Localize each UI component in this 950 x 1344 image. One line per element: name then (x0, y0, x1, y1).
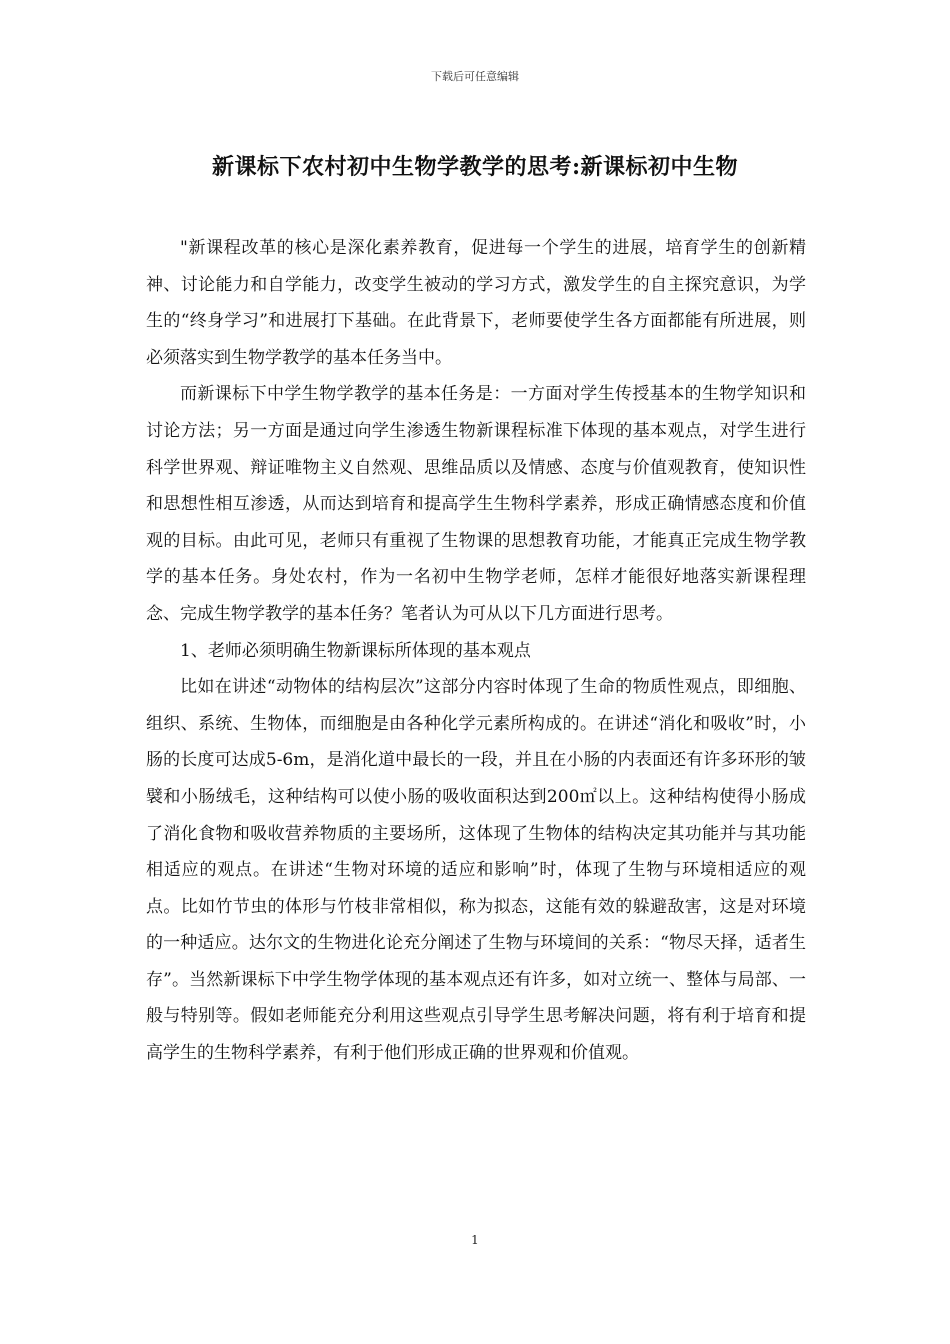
paragraph-basic-tasks: 而新课标下中学生物学教学的基本任务是：一方面对学生传授基本的生物学知识和讨论方法；另一方面是通过向学生渗透生物新课程标准下体现的基本观点，对学生进行科学世界观、辩证唯物主义自然观、思维品质以及情感、态度与价值观教育，使知识性和思想性相互渗透，从而达到培育和提高学生生物科学素养，形成正确情感态度和价值观的目标。由此可见，老师只有重视了生物课的思想教育功能，才能真正完成生物学教学的基本任务。身处农村，作为一名初中生物学老师，怎样才能很好地落实新课程理念、完成生物学教学的基本任务？笔者认为可从以下几方面进行思考。 (146, 384, 806, 624)
section-heading-1: 1、老师必须明确生物新课标所体现的基本观点 (180, 640, 531, 661)
page-number: 1 (471, 1233, 479, 1247)
document-title: 新课标下农村初中生物学教学的思考:新课标初中生物 (211, 154, 739, 180)
header-note: 下载后可任意编辑 (431, 70, 519, 83)
document-body (146, 230, 806, 1072)
paragraph-intro: "新课程改革的核心是深化素养教育，促进每一个学生的进展，培育学生的创新精神、讨论能力和自学能力，改变学生被动的学习方式，激发学生的自主探究意识，为学生的“终身学习”和进展打下基础。在此背景下，老师要使学生各方面都能有所进展，则必须落实到生物学教学的基本任务当中。 (146, 238, 806, 368)
paragraph-examples: 比如在讲述“动物体的结构层次”这部分内容时体现了生命的物质性观点，即细胞、组织、系统、生物体，而细胞是由各种化学元素所构成的。在讲述“消化和吸收”时，小肠的长度可达成5-6m，是消化道中最长的一段，并且在小肠的内表面还有许多环形的皱襞和小肠绒毛，这种结构可以使小肠的吸收面积达到200㎡以上。这种结构使得小肠成了消化食物和吸收营养物质的主要场所，这体现了生物体的结构决定其功能并与其功能相适应的观点。在讲述“生物对环境的适应和影响”时，体现了生物与环境相适应的观点。比如竹节虫的体形与竹枝非常相似，称为拟态，这能有效的躲避敌害，这是对环境的一种适应。达尔文的生物进化论充分阐述了生物与环境间的关系：“物尽天择，适者生存”。当然新课标下中学生物学体现的基本观点还有许多，如对立统一、整体与局部、一般与特别等。假如老师能充分利用这些观点引导学生思考解决问题，将有利于培育和提高学生的生物科学素养，有利于他们形成正确的世界观和价值观。 (146, 677, 806, 1064)
